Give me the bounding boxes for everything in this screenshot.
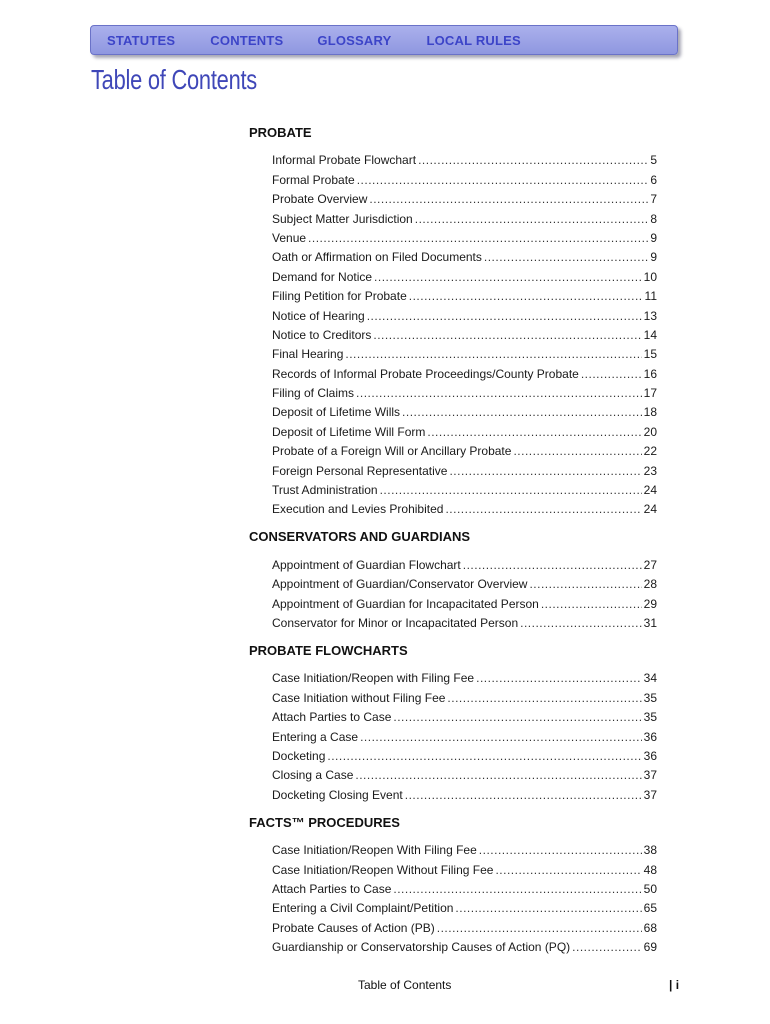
toc-entry-page: 22	[643, 444, 657, 459]
toc-entry-page: 24	[643, 502, 657, 517]
toc-entry[interactable]	[272, 685, 657, 704]
toc-entry-title: Conservator for Minor or Incapacitated Person	[272, 615, 519, 630]
toc-entry[interactable]	[272, 323, 657, 342]
section-heading: FACTS™ PROCEDURES	[249, 814, 400, 830]
footer-page-number: | i	[669, 978, 680, 992]
toc-entry[interactable]	[272, 497, 657, 516]
toc-entry-page: 6	[650, 172, 657, 187]
dot-leader	[409, 289, 643, 303]
toc-entry-title: Probate Overview	[272, 192, 368, 207]
toc-entry[interactable]	[272, 838, 657, 857]
toc-entry-title: Docketing	[272, 748, 326, 763]
toc-entry[interactable]	[272, 206, 657, 225]
toc-entry-page: 15	[643, 347, 657, 362]
toc-entry[interactable]	[272, 705, 657, 724]
toc-entry[interactable]	[272, 284, 657, 303]
toc-entry-title: Case Initiation/Reopen Without Filing Fee	[272, 862, 494, 877]
toc-entry[interactable]	[272, 896, 657, 915]
dot-leader	[463, 558, 642, 572]
dot-leader	[415, 212, 649, 226]
dot-leader	[360, 730, 642, 744]
page-title: Table of Contents	[91, 64, 258, 95]
toc-entry[interactable]	[272, 458, 657, 477]
toc-entry-page: 37	[643, 787, 657, 802]
toc-entry-page: 31	[643, 615, 657, 630]
toc-entry-page: 68	[643, 920, 657, 935]
toc-entry-page: 65	[643, 901, 657, 916]
toc-entry-page: 5	[650, 153, 657, 168]
toc-entry-title: Attach Parties to Case	[272, 710, 392, 725]
toc-entry[interactable]	[272, 400, 657, 419]
toc-entry[interactable]	[272, 226, 657, 245]
section-heading: PROBATE	[249, 125, 312, 140]
dot-leader	[418, 153, 648, 167]
dot-leader	[393, 882, 641, 896]
toc-entry-page: 36	[643, 748, 657, 763]
toc-entry-title: Subject Matter Jurisdiction	[272, 211, 413, 226]
toc-entry-page: 9	[650, 230, 657, 245]
toc-entry-title: Final Hearing	[272, 347, 344, 362]
toc-entry[interactable]	[272, 167, 657, 186]
dot-leader	[572, 940, 641, 954]
toc-entry-title: Appointment of Guardian/Conservator Overview	[272, 577, 528, 592]
dot-leader	[445, 502, 641, 516]
toc-entry[interactable]	[272, 572, 657, 591]
toc-entry-page: 38	[643, 843, 657, 858]
toc-entry[interactable]	[272, 857, 657, 876]
toc-entry-page: 24	[643, 483, 657, 498]
toc-entry-page: 8	[650, 211, 657, 226]
toc-entry[interactable]	[272, 342, 657, 361]
toc-entry-title: Attach Parties to Case	[272, 881, 392, 896]
toc-entry-title: Execution and Levies Prohibited	[272, 502, 444, 517]
toc-entry-title: Oath or Affirmation on Filed Documents	[272, 250, 482, 265]
toc-entry-title: Entering a Case	[272, 729, 359, 744]
toc-entry-title: Trust Administration	[272, 483, 378, 498]
toc-entry[interactable]	[272, 591, 657, 610]
toc-entry-page: 29	[643, 596, 657, 611]
dot-leader	[529, 577, 641, 591]
toc-entry-page: 13	[643, 308, 657, 323]
toc-entry[interactable]	[272, 744, 657, 763]
dot-leader	[513, 444, 641, 458]
section-heading: PROBATE FLOWCHARTS	[249, 642, 408, 658]
toc-entry[interactable]	[272, 187, 657, 206]
toc-entry-page: 17	[643, 386, 657, 401]
toc-entry-title: Filing Petition for Probate	[272, 289, 407, 304]
toc-entry[interactable]	[272, 763, 657, 782]
toc-entry-page: 50	[643, 881, 657, 896]
dot-leader	[520, 616, 642, 630]
toc-entry-page: 34	[643, 671, 657, 686]
dot-leader	[402, 405, 642, 419]
dot-leader	[581, 367, 642, 381]
toc-entry[interactable]	[272, 361, 657, 380]
dot-leader	[541, 597, 642, 611]
toc-entry-title: Formal Probate	[272, 172, 355, 187]
toc-entry-page: 35	[643, 690, 657, 705]
toc-entry[interactable]	[272, 552, 657, 571]
toc-entry-title: Deposit of Lifetime Wills	[272, 405, 401, 420]
toc-entry-title: Probate of a Foreign Will or Ancillary Probate	[272, 444, 512, 459]
toc-entry-title: Records of Informal Probate Proceedings/County Probate	[272, 366, 579, 381]
dot-leader	[357, 173, 649, 187]
toc-entry-title: Notice to Creditors	[272, 327, 372, 342]
nav-contents[interactable]: CONTENTS	[210, 32, 284, 48]
toc-entry[interactable]	[272, 915, 657, 934]
toc-entry-title: Case Initiation/Reopen with Filing Fee	[272, 671, 475, 686]
dot-leader	[437, 921, 642, 935]
toc-entry-title: Deposit of Lifetime Will Form	[272, 424, 426, 439]
dot-leader	[373, 328, 641, 342]
toc-entry-title: Appointment of Guardian Flowchart	[272, 557, 461, 572]
toc-entry[interactable]	[272, 439, 657, 458]
toc-entry-page: 35	[643, 710, 657, 725]
toc-entry-title: Appointment of Guardian for Incapacitated Person	[272, 596, 539, 611]
dot-leader	[447, 691, 641, 705]
nav-statutes[interactable]: STATUTES	[107, 32, 176, 48]
toc-entry[interactable]	[272, 478, 657, 497]
toc-entry[interactable]	[272, 245, 657, 264]
dot-leader	[380, 483, 642, 497]
toc-entry-page: 11	[644, 289, 657, 304]
toc-entry-title: Foreign Personal Representative	[272, 463, 448, 478]
dot-leader	[327, 749, 641, 763]
dot-leader	[427, 425, 641, 439]
toc-entry[interactable]	[272, 724, 657, 743]
toc-entry-page: 48	[643, 862, 657, 877]
top-nav-bar	[90, 25, 678, 55]
toc-entry-page: 36	[643, 729, 657, 744]
footer-title: Table of Contents	[358, 978, 452, 992]
toc-section	[249, 815, 657, 954]
toc-entry[interactable]	[272, 148, 657, 167]
toc-entry[interactable]	[272, 611, 657, 630]
toc-entry-title: Case Initiation/Reopen With Filing Fee	[272, 843, 477, 858]
dot-leader	[479, 843, 642, 857]
dot-leader	[405, 788, 642, 802]
table-of-contents	[249, 125, 657, 967]
toc-entry[interactable]	[272, 935, 657, 954]
dot-leader	[345, 347, 641, 361]
dot-leader	[308, 231, 648, 245]
toc-entry-title: Probate Causes of Action (PB)	[272, 920, 435, 935]
toc-entry-page: 28	[643, 577, 657, 592]
toc-entry-page: 7	[650, 192, 657, 207]
toc-entry[interactable]	[272, 666, 657, 685]
dot-leader	[449, 464, 641, 478]
toc-entry-page: 27	[643, 557, 657, 572]
toc-entry-title: Docketing Closing Event	[272, 787, 403, 802]
toc-entry[interactable]	[272, 264, 657, 283]
toc-entry-title: Entering a Civil Complaint/Petition	[272, 901, 454, 916]
dot-leader	[476, 671, 642, 685]
toc-entry-page: 18	[643, 405, 657, 420]
toc-entry-page: 37	[643, 768, 657, 783]
dot-leader	[455, 901, 641, 915]
toc-entry-title: Case Initiation without Filing Fee	[272, 690, 446, 705]
toc-entry-page: 10	[643, 269, 657, 284]
toc-entry-title: Closing a Case	[272, 768, 354, 783]
toc-entry-title: Notice of Hearing	[272, 308, 365, 323]
toc-entry-title: Filing of Claims	[272, 386, 355, 401]
toc-entry-page: 14	[643, 327, 657, 342]
dot-leader	[355, 768, 641, 782]
toc-entry[interactable]	[272, 419, 657, 438]
dot-leader	[356, 386, 642, 400]
toc-entry-page: 69	[643, 940, 657, 955]
dot-leader	[393, 710, 641, 724]
toc-entry-page: 16	[643, 366, 657, 381]
toc-section	[249, 125, 657, 516]
toc-entry-title: Venue	[272, 230, 307, 245]
toc-section	[249, 643, 657, 802]
toc-entry-page: 20	[643, 424, 657, 439]
toc-entry[interactable]	[272, 782, 657, 801]
dot-leader	[367, 309, 642, 323]
nav-local-rules[interactable]: LOCAL RULES	[426, 32, 521, 48]
dot-leader	[484, 250, 648, 264]
toc-entry[interactable]	[272, 303, 657, 322]
toc-entry-page: 9	[650, 250, 657, 265]
toc-entry[interactable]	[272, 381, 657, 400]
toc-section	[249, 529, 657, 630]
section-heading: CONSERVATORS AND GUARDIANS	[249, 529, 471, 545]
dot-leader	[495, 863, 641, 877]
nav-glossary[interactable]: GLOSSARY	[317, 32, 392, 48]
dot-leader	[369, 192, 648, 206]
dot-leader	[374, 270, 642, 284]
toc-entry-title: Demand for Notice	[272, 269, 373, 284]
toc-entry[interactable]	[272, 877, 657, 896]
toc-entry-title: Guardianship or Conservatorship Causes of Action (PQ)	[272, 940, 571, 955]
toc-entry-title: Informal Probate Flowchart	[272, 153, 417, 168]
toc-entry-page: 23	[643, 463, 657, 478]
